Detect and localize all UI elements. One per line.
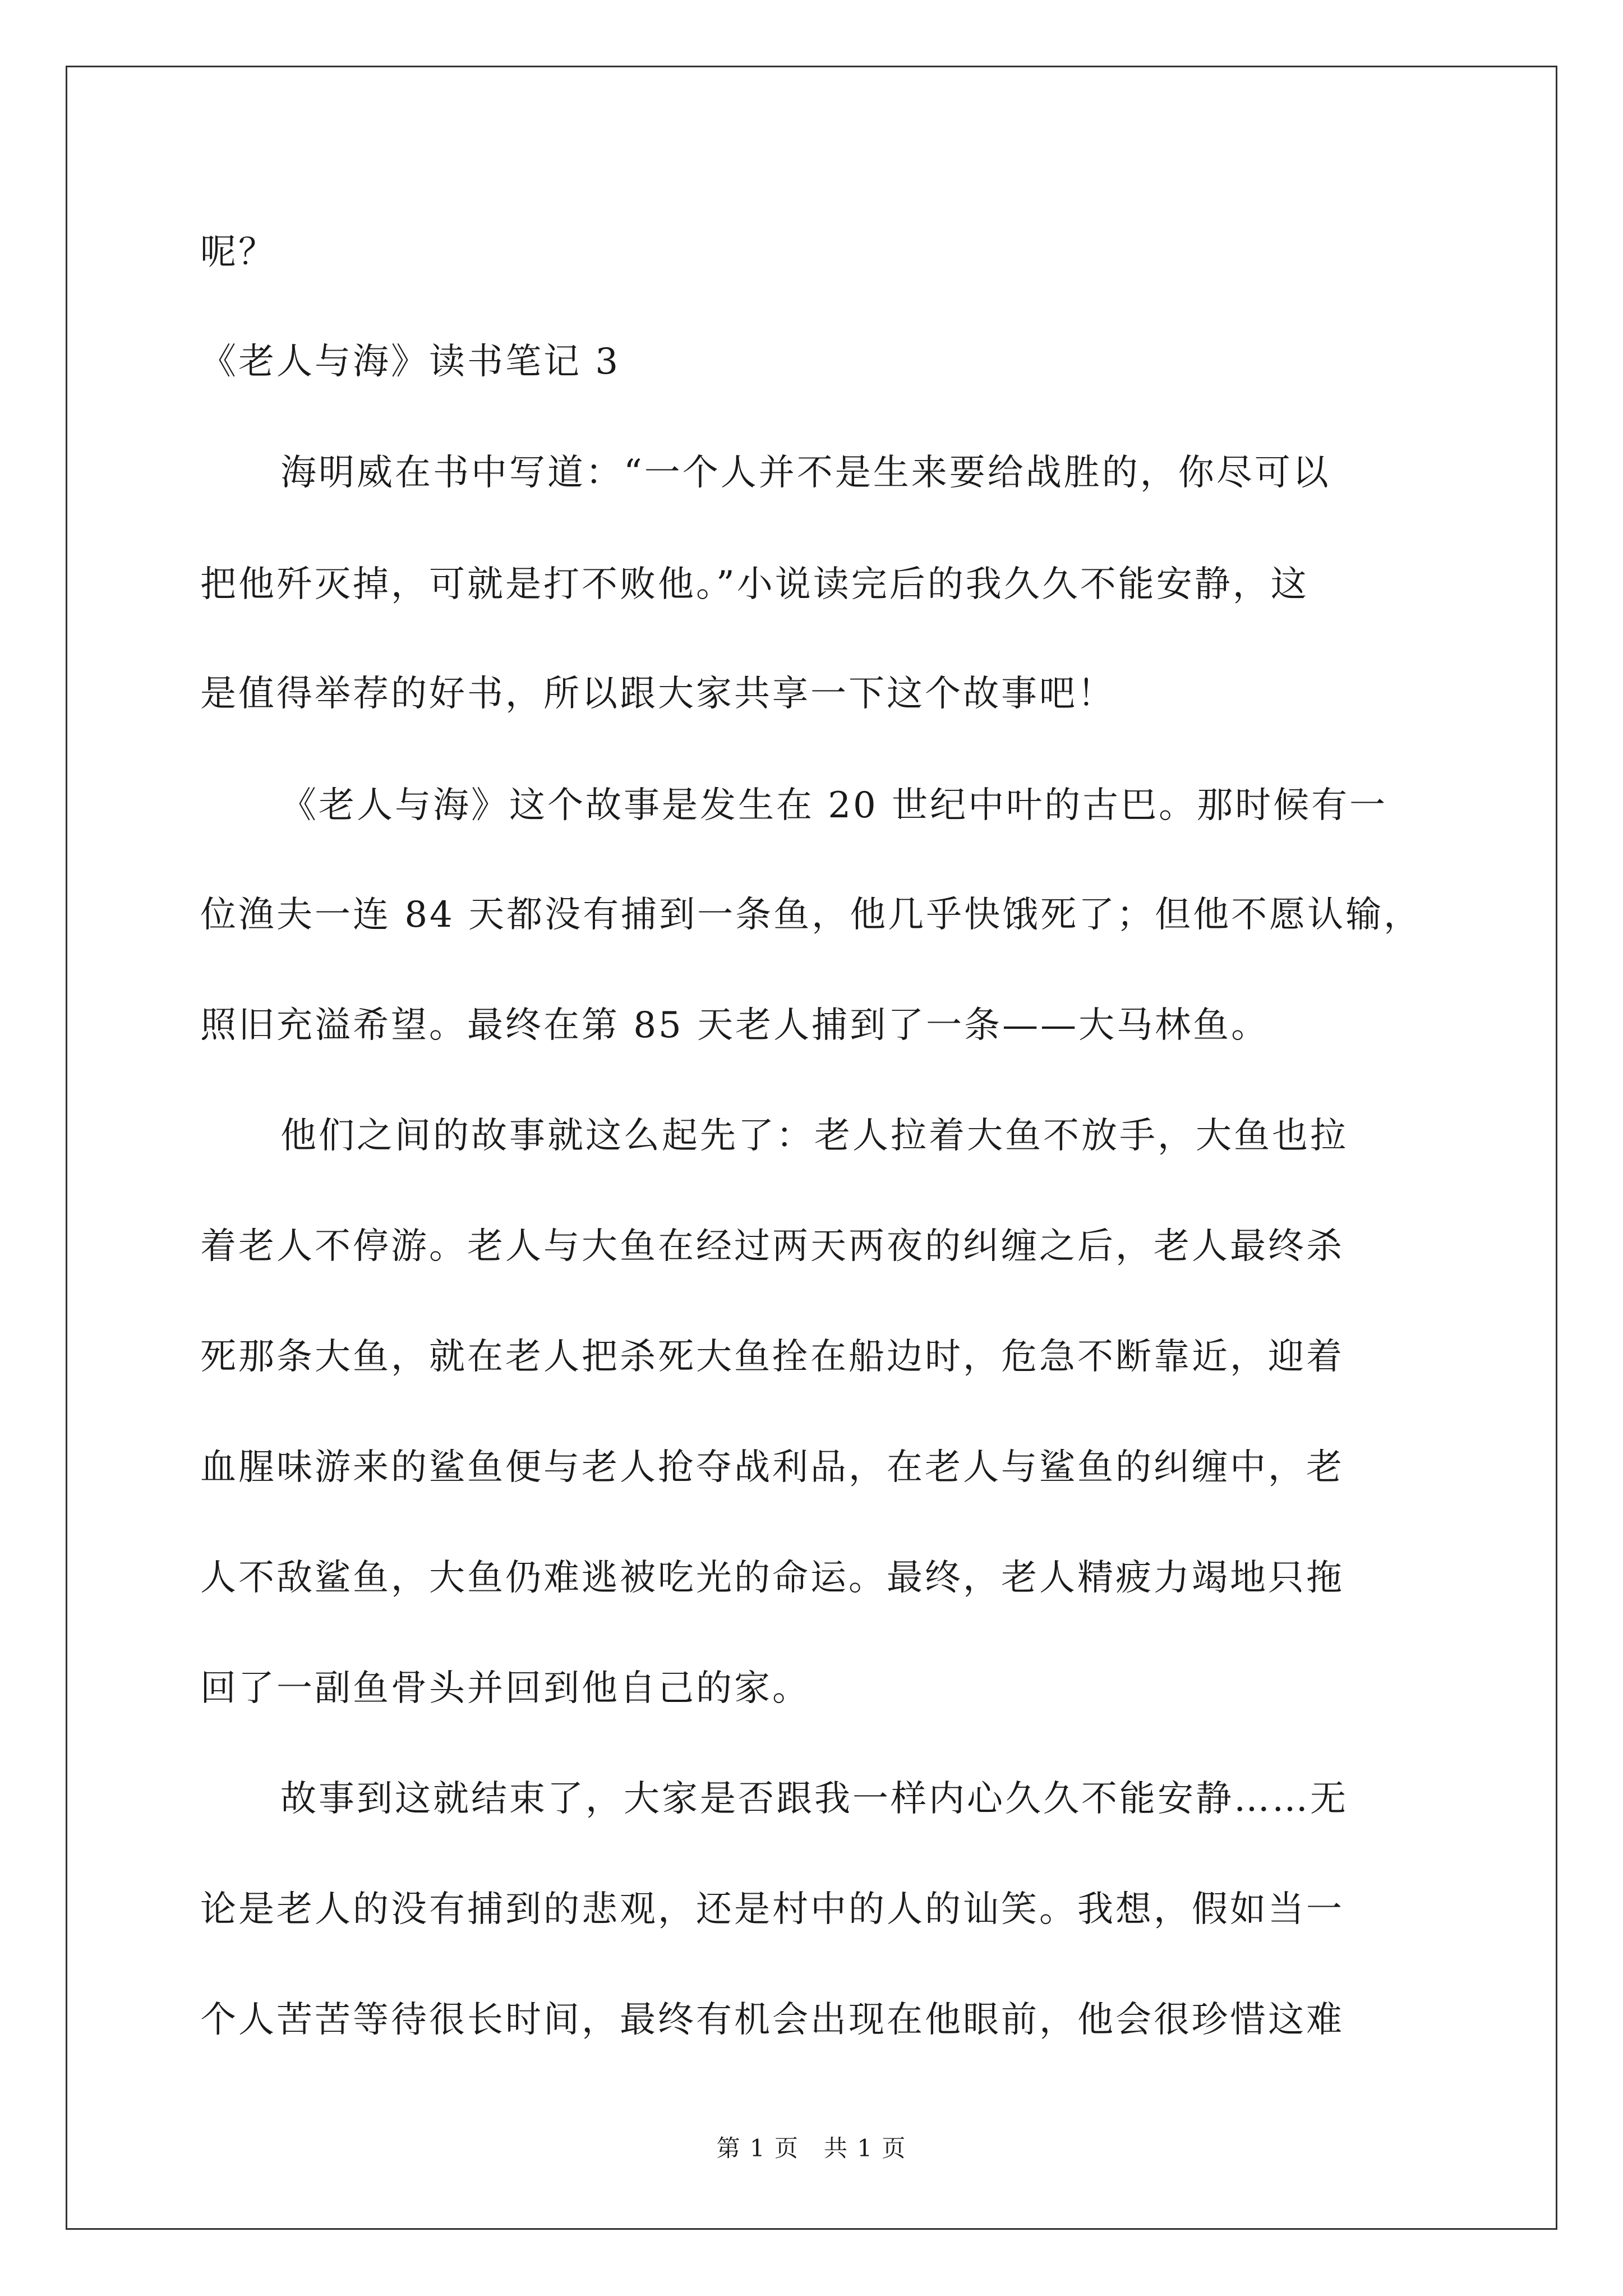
text-line: 呢？ [200, 232, 276, 273]
page-number: 第 1 页 共 1 页 [716, 2134, 907, 2162]
text-line: 把他歼灭掉，可就是打不败他。”小说读完后的我久久不能安静，这 [200, 564, 1309, 605]
text-line: 故事到这就结束了，大家是否跟我一样内心久久不能安静……无 [280, 1778, 1348, 1820]
text-line: 《老人与海》这个故事是发生在 20 世纪中叶的古巴。那时候有一 [280, 785, 1388, 826]
text-line: 着老人不停游。老人与大鱼在经过两天两夜的纠缠之后，老人最终杀 [200, 1226, 1344, 1267]
text-line: 位渔夫一连 84 天都没有捕到一条鱼，他几乎快饿死了；但他不愿认输， [200, 894, 1422, 936]
text-line: 个人苦苦等待很长时间，最终有机会出现在他眼前，他会很珍惜这难 [200, 1999, 1344, 2041]
section-heading: 《老人与海》读书笔记 3 [200, 341, 621, 383]
text-line: 是值得举荐的好书，所以跟大家共享一下这个故事吧！ [200, 673, 1115, 715]
text-line: 死那条大鱼，就在老人把杀死大鱼拴在船边时，危急不断靠近，迎着 [200, 1336, 1344, 1378]
text-line: 照旧充溢希望。最终在第 85 天老人捕到了一条——大马林鱼。 [200, 1005, 1270, 1046]
text-line: 海明威在书中写道：“一个人并不是生来要给战胜的，你尽可以 [280, 452, 1331, 494]
text-line: 血腥味游来的鲨鱼便与老人抢夺战利品，在老人与鲨鱼的纠缠中，老 [200, 1447, 1344, 1488]
text-line: 他们之间的故事就这么起先了：老人拉着大鱼不放手，大鱼也拉 [280, 1115, 1348, 1157]
text-line: 论是老人的没有捕到的悲观，还是村中的人的讪笑。我想，假如当一 [200, 1889, 1344, 1930]
text-line: 回了一副鱼骨头并回到他自己的家。 [200, 1668, 810, 1709]
text-line: 人不敌鲨鱼，大鱼仍难逃被吃光的命运。最终，老人精疲力竭地只拖 [200, 1557, 1344, 1599]
